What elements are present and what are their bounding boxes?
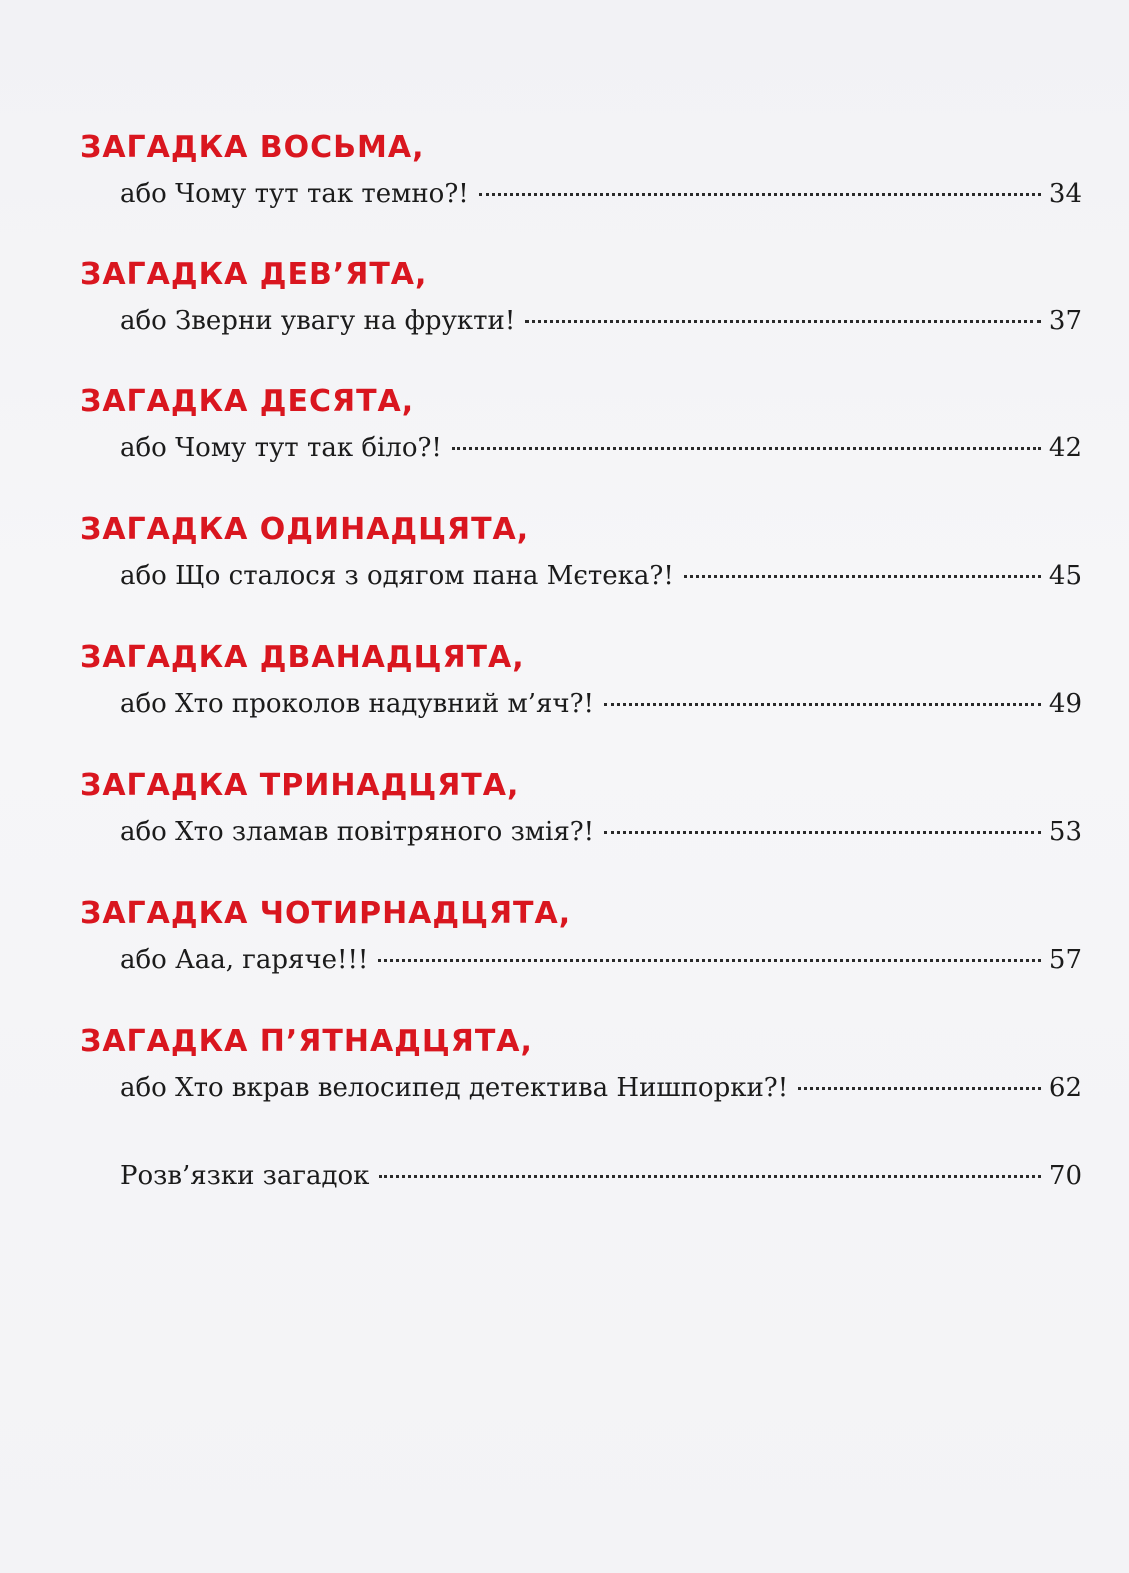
chapter-heading: ЗАГАДКА ТРИНАДЦЯТА, [80,768,520,803]
dot-leader [379,1175,1041,1178]
chapter-heading: ЗАГАДКА ДЕСЯТА, [80,384,415,419]
chapter-title: або Хто проколов надувний м’яч?! [120,689,594,719]
dot-leader [604,703,1041,706]
dot-leader [452,447,1041,450]
solutions-line[interactable] [120,1158,1082,1194]
chapter-heading: ЗАГАДКА ВОСЬМА, [80,130,425,165]
dot-leader [798,1087,1041,1090]
chapter-heading: ЗАГАДКА ОДИНАДЦЯТА, [80,512,530,547]
dot-leader [525,320,1041,323]
page-number: 70 [1048,1161,1082,1191]
chapter-title: або Хто зламав повітряного змія?! [120,817,595,847]
page-number: 49 [1048,689,1082,719]
chapter-title: або Чому тут так темно?! [120,179,469,209]
dot-leader [604,831,1041,834]
page-number: 42 [1048,433,1082,463]
chapter-line[interactable] [120,686,1082,722]
solutions-title: Розв’язки загадок [120,1161,370,1191]
page-number: 53 [1048,817,1082,847]
chapter-line[interactable] [120,176,1082,212]
dot-leader [378,959,1041,962]
chapter-line[interactable] [120,814,1082,850]
page-number: 37 [1048,306,1082,336]
dot-leader [479,193,1041,196]
chapter-heading: ЗАГАДКА ЧОТИРНАДЦЯТА, [80,896,572,931]
chapter-title: або Ааа, гаряче!!! [120,945,369,975]
chapter-line[interactable] [120,942,1082,978]
chapter-line[interactable] [120,303,1082,339]
chapter-heading: ЗАГАДКА ДЕВ’ЯТА, [80,257,428,292]
page-number: 45 [1048,561,1082,591]
chapter-line[interactable] [120,430,1082,466]
chapter-title: або Зверни увагу на фрукти! [120,306,516,336]
chapter-title: або Чому тут так біло?! [120,433,442,463]
page-number: 62 [1048,1073,1082,1103]
page-number: 57 [1048,945,1082,975]
chapter-title: або Хто вкрав велосипед детектива Нишпорки?! [120,1073,789,1103]
page-number: 34 [1048,179,1082,209]
chapter-heading: ЗАГАДКА П’ЯТНАДЦЯТА, [80,1024,533,1059]
chapter-line[interactable] [120,558,1082,594]
dot-leader [684,575,1041,578]
chapter-title: або Що сталося з одягом пана Мєтека?! [120,561,674,591]
chapter-heading: ЗАГАДКА ДВАНАДЦЯТА, [80,640,525,675]
chapter-line[interactable] [120,1070,1082,1106]
